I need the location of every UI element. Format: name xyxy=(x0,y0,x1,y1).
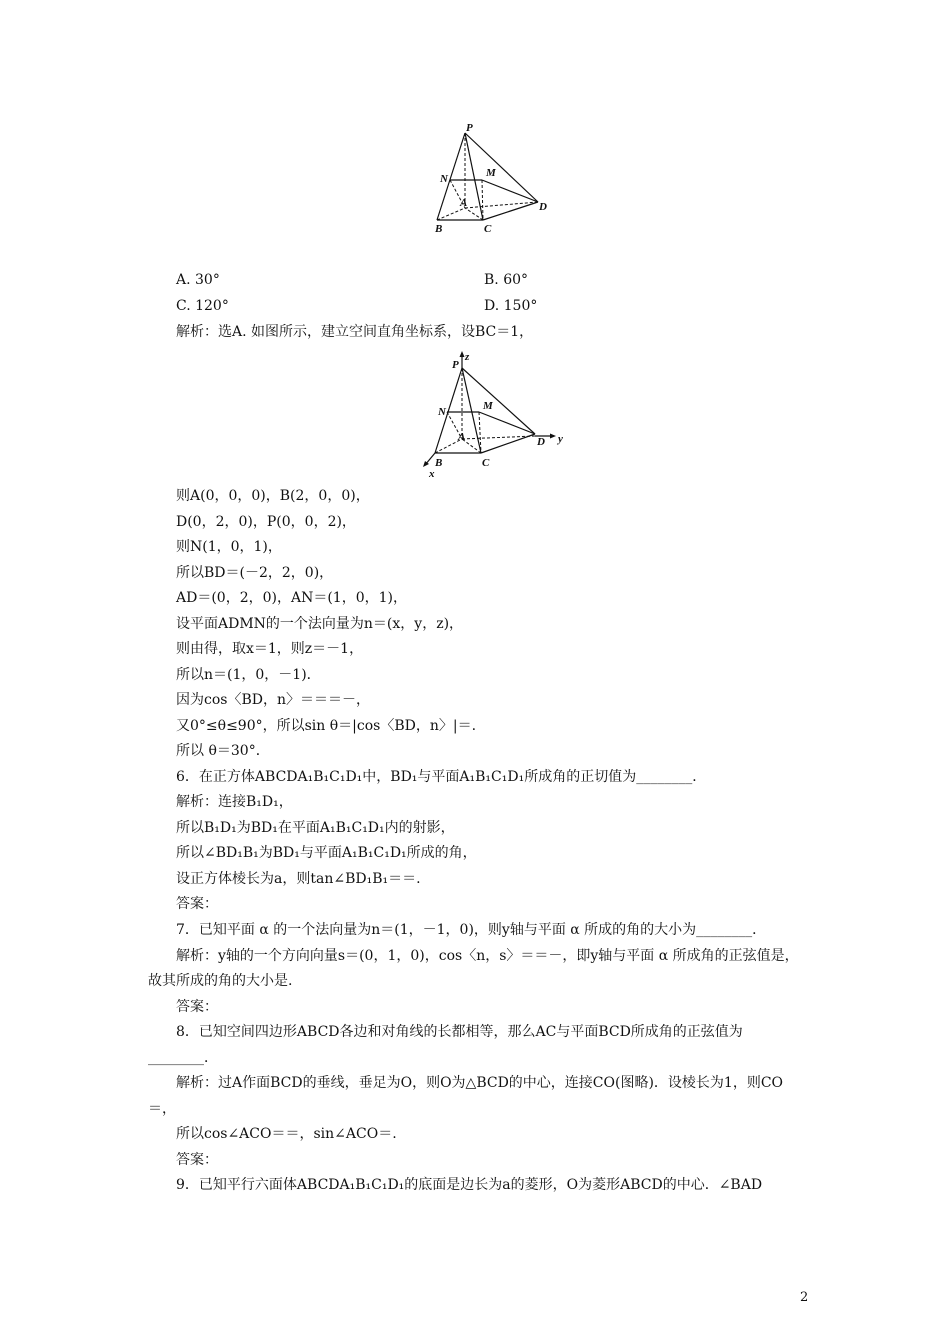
option-b: B. 60° xyxy=(484,272,529,288)
fig1-label-b: B xyxy=(435,223,443,235)
solution-line: D(0，2，0)，P(0，0，2)， xyxy=(176,513,356,530)
fig2-label-y: y xyxy=(558,433,563,445)
answer-label: 答案： xyxy=(176,896,218,912)
option-c: C. 120° xyxy=(176,298,229,314)
solution-line: 设正方体棱长为a，则tan∠BD₁B₁＝＝. xyxy=(176,870,421,887)
fig1-label-c: C xyxy=(484,223,492,235)
solution-line: 则N(1，0，1)， xyxy=(176,539,282,555)
questions-7-9 xyxy=(148,918,808,1199)
option-a: A. 30° xyxy=(176,272,220,288)
question-8-analysis: 解析：过A作面BCD的垂线，垂足为O，则O为△BCD的中心，连接CO(图略)．设棱长为1，则CO＝， xyxy=(148,1075,784,1117)
pyramid-figure-1 xyxy=(420,120,560,240)
solution-line: 解析：连接B₁D₁， xyxy=(176,794,293,810)
fig2-label-c: C xyxy=(482,457,490,469)
answer-label: 答案： xyxy=(176,998,218,1015)
solution-body xyxy=(176,484,808,918)
answer-label: 答案： xyxy=(176,1151,218,1168)
solution-line: 所以 θ＝30°． xyxy=(176,743,270,759)
fig2-label-p: P xyxy=(452,359,459,371)
page-number: 2 xyxy=(800,1290,809,1305)
question-8: 8．已知空间四边形ABCD各边和对角线的长都相等，那么AC与平面BCD所成角的正弦值为________． xyxy=(148,1024,743,1066)
solution-line: 又0°≤θ≤90°，所以sin θ＝|cos〈BD，n〉|＝. xyxy=(176,717,477,734)
solution-line: 设平面ADMN的一个法向量为n＝(x，y，z)， xyxy=(176,615,464,632)
solution-line: 所以B₁D₁为BD₁在平面A₁B₁C₁D₁内的射影， xyxy=(176,819,455,836)
analysis-intro: 解析：选A. 如图所示，建立空间直角坐标系，设BC＝1， xyxy=(176,324,534,340)
fig2-label-m: M xyxy=(483,400,493,412)
solution-line: 所以BD＝(－2，2，0)， xyxy=(176,564,334,581)
fig1-label-n: N xyxy=(440,173,448,185)
solution-line: 则A(0，0，0)，B(2，0，0)， xyxy=(176,488,370,504)
question-9: 9．已知平行六面体ABCDA₁B₁C₁D₁的底面是边长为a的菱形，O为菱形ABCD的中心．∠BAD xyxy=(176,1177,763,1193)
fig2-label-x: x xyxy=(429,468,435,480)
option-d: D. 150° xyxy=(484,298,538,314)
fig2-label-a: A xyxy=(458,431,466,443)
pyramid-figure-2 xyxy=(415,350,575,480)
fig2-label-z: z xyxy=(465,351,470,363)
solution-line: AD＝(0，2，0)，AN＝(1，0，1)， xyxy=(176,590,407,606)
question-7-analysis: 解析：y轴的一个方向向量s＝(0，1，0)，cos〈n，s〉＝＝－，即y轴与平面 α 所成角的正弦值是，故其所成的角的大小是. xyxy=(148,947,799,989)
fig1-label-p: P xyxy=(466,122,473,134)
question-6: 6．在正方体ABCDA₁B₁C₁D₁中，BD₁与平面A₁B₁C₁D₁所成角的正切值为________． xyxy=(176,768,707,785)
fig2-label-d: D xyxy=(537,436,545,448)
solution-line: 所以∠BD₁B₁为BD₁与平面A₁B₁C₁D₁所成的角， xyxy=(176,845,477,861)
solution-line: 则由得，取x＝1，则z＝－1， xyxy=(176,641,364,657)
fig1-label-d: D xyxy=(539,201,547,213)
solution-line: 所以n＝(1，0，－1)． xyxy=(176,666,321,683)
solution-line: 所以cos∠ACO＝＝，sin∠ACO＝. xyxy=(176,1126,397,1142)
fig2-label-n: N xyxy=(438,406,446,418)
fig1-label-a: A xyxy=(460,197,468,209)
fig1-label-m: M xyxy=(486,167,496,179)
solution-line: 因为cos〈BD，n〉＝＝＝－， xyxy=(176,692,370,708)
question-7: 7．已知平面 α 的一个法向量为n＝(1，－1，0)，则y轴与平面 α 所成的角的大小为________． xyxy=(176,922,767,938)
fig2-label-b: B xyxy=(435,457,443,469)
